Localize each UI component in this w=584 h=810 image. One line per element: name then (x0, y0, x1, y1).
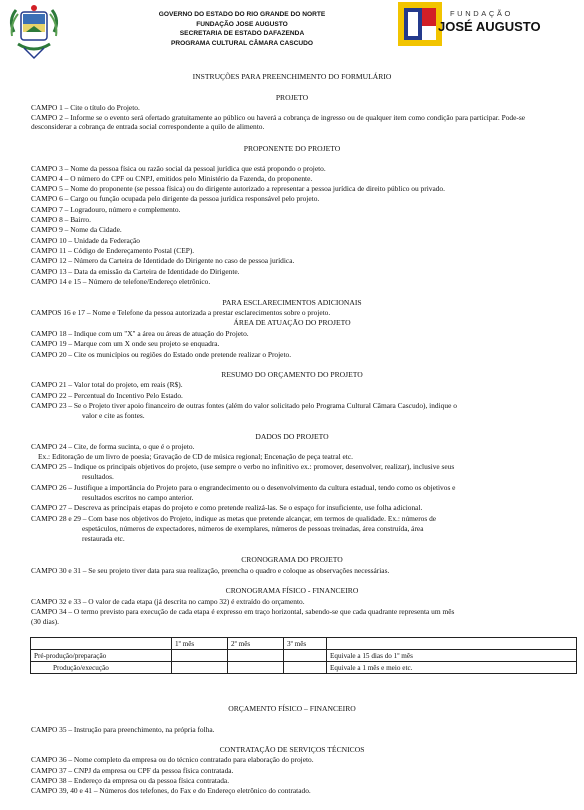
campo-1: CAMPO 1 – Cite o título do Projeto. (31, 103, 140, 112)
header-line-program: PROGRAMA CULTURAL CÂMARA CASCUDO (170, 39, 314, 47)
campo-25-cont: resultados. (82, 472, 114, 481)
campo-37: CAMPO 37 – CNPJ da empresa ou CPF da pessoa física contratada. (31, 766, 234, 775)
table-row (31, 662, 577, 674)
section-heading-cronograma-fisico: CRONOGRAMA FÍSICO - FINANCEIRO (225, 586, 359, 595)
table-header-cell (327, 638, 577, 650)
schedule-table (30, 637, 576, 675)
campo-4: CAMPO 4 – O número do CPF ou CNPJ, emitidos pelo Ministério da Fazenda, do proponente. (31, 174, 313, 183)
header-line-secretariat: SECRETARIA DE ESTADO DAFAZENDA (179, 30, 305, 38)
campo-5: CAMPO 5 – Nome do proponente (se pessoa física) ou do dirigente autorizado a representar a pessoa jurídica de direito público ou privado. (31, 184, 445, 193)
campo-21: CAMPO 21 – Valor total do projeto, em reais (R$). (31, 380, 183, 389)
section-heading-cronograma: CRONOGRAMA DO PROJETO (241, 555, 343, 564)
table-header-cell: 3º mês (284, 638, 327, 650)
campo-25: CAMPO 25 – Indique os principais objetivos do projeto, (use sempre o verbo no infinitivo ex.: promover, desenvolver, realizar), inclusive seus (31, 462, 455, 471)
campo-24-example: Ex.: Editoração de um livro de poesia; Gravação de CD de música regional; Encenação de peça teatral etc. (38, 452, 353, 461)
campo-18: CAMPO 18 – Indique com um "X" a área ou áreas de atuação do Projeto. (31, 329, 249, 338)
section-heading-proponente: PROPONENTE DO PROJETO (243, 144, 341, 153)
section-heading-esclarecimentos: PARA ESCLARECIMENTOS ADICIONAIS (222, 298, 362, 307)
table-cell: Equivale a 1 mês e meio etc. (327, 662, 577, 674)
campo-28-29-cont: espetáculos, números de expectadores, números de exemplares, números de pessoas treinadas, área construída, área (82, 524, 424, 533)
table-cell: Pré-produção/preparação (31, 650, 172, 662)
campo-23: CAMPO 23 – Se o Projeto tiver apoio financeiro de outras fontes (além do valor solicitado pelo Programa Cultural Câmara Cascudo), indique o (31, 401, 457, 410)
table-cell (228, 662, 284, 674)
campo-12: CAMPO 12 – Número da Carteira de Identidade do Dirigente no caso de pessoa jurídica. (31, 256, 295, 265)
campo-14-15: CAMPO 14 e 15 – Número de telefone/Endereço eletrônico. (31, 277, 211, 286)
header-line-foundation: FUNDAÇÃO JOSE AUGUSTO (196, 20, 288, 28)
campo-23-cont: valor e cite as fontes. (82, 411, 145, 420)
campo-10: CAMPO 10 – Unidade da Federação (31, 236, 140, 245)
fundacao-jose-augusto-logo-icon (398, 2, 442, 46)
campo-32-33: CAMPO 32 e 33 – O valor de cada etapa (já descrita no campo 32) é extraído do orçamento. (31, 597, 305, 606)
brand-fundacao-text: FUNDAÇÃO (450, 9, 513, 18)
brand-jose-augusto-text: JOSÉ AUGUSTO (438, 19, 541, 34)
section-heading-dados: DADOS DO PROJETO (255, 432, 329, 441)
campo-16-17: CAMPOS 16 e 17 – Nome e Telefone da pessoa autorizada a prestar esclarecimentos sobre o projeto. (31, 308, 331, 317)
table-cell (228, 650, 284, 662)
table-cell (284, 662, 327, 674)
campo-28-29-cont2: restaurada etc. (82, 534, 125, 543)
campo-11: CAMPO 11 – Código de Endereçamento Postal (CEP). (31, 246, 195, 255)
campo-26-cont: resultados escritos no campo anterior. (82, 493, 194, 502)
campo-9: CAMPO 9 – Nome da Cidade. (31, 225, 122, 234)
campo-3: CAMPO 3 – Nome da pessoa física ou razão social da pessoal jurídica que está propondo o projeto. (31, 164, 326, 173)
section-heading-orcamento: RESUMO DO ORÇAMENTO DO PROJETO (221, 370, 363, 379)
table-cell: Equivale a 15 dias do 1º mês (327, 650, 577, 662)
campo-13: CAMPO 13 – Data da emissão da Carteira de Identidade do Dirigente. (31, 267, 240, 276)
campo-34: CAMPO 34 – O termo previsto para execução de cada etapa é expresso em traço horizontal, sabendo-se que cada quadrante representa um mês (31, 607, 455, 616)
government-header (118, 10, 366, 48)
header-line-state: GOVERNO DO ESTADO DO RIO GRANDE DO NORTE (158, 11, 326, 18)
table-header-cell: 1º mês (172, 638, 228, 650)
campo-24: CAMPO 24 – Cite, de forma sucinta, o que é o projeto. (31, 442, 195, 451)
campo-35: CAMPO 35 – Instrução para preenchimento, na própria folha. (31, 725, 215, 734)
campo-19: CAMPO 19 – Marque com um X onde seu projeto se enquadra. (31, 339, 220, 348)
campo-2: CAMPO 2 – Informe se o evento será ofertado gratuitamente ao público ou haverá a cobrança de ingresso ou de qualquer item como condição para participar. Pode-se desconsiderar a cobrança de entrada social correspondente a quilo de alimento. (31, 113, 525, 131)
section-heading-contratacao: CONTRATAÇÃO DE SERVIÇOS TÉCNICOS (219, 745, 365, 754)
state-coat-of-arms-icon (6, 2, 62, 62)
table-cell (172, 662, 228, 674)
section-heading-orcamento-fisico: ORÇAMENTO FÍSICO – FINANCEIRO (228, 704, 356, 713)
section-heading-projeto: PROJETO (275, 93, 309, 102)
campo-22: CAMPO 22 – Percentual do Incentivo Pelo Estado. (31, 391, 183, 400)
table-cell: Produção/execução (31, 662, 172, 674)
campo-30-31: CAMPO 30 e 31 – Se seu projeto tiver data para sua realização, preencha o quadro e coloque as observações necessárias. (31, 566, 390, 575)
campo-26: CAMPO 26 – Justifique a importância do Projeto para o engrandecimento ou o desenvolvimento da cultura estadual, tendo como os objetivos e (31, 483, 456, 492)
campo-6: CAMPO 6 – Cargo ou função ocupada pelo dirigente da pessoa jurídica responsável pelo projeto. (31, 194, 320, 203)
campo-27: CAMPO 27 – Descreva as principais etapas do projeto e como pretende realizá-las. Se o espaço for insuficiente, use folha adicional. (31, 503, 423, 512)
campo-20: CAMPO 20 – Cite os municípios ou regiões do Estado onde pretende realizar o Projeto. (31, 350, 292, 359)
main-title: INSTRUÇÕES PARA PREENCHIMENTO DO FORMULÁRIO (192, 72, 392, 81)
campo-38: CAMPO 38 – Endereço da empresa ou da pessoa física contratada. (31, 776, 230, 785)
campo-28-29: CAMPO 28 e 29 – Com base nos objetivos do Projeto, indique as metas que pretende alcançar, em termos de qualidade. Ex.: números de (31, 514, 437, 523)
campo-8: CAMPO 8 – Bairro. (31, 215, 91, 224)
table-cell (284, 650, 327, 662)
table-header-cell: 2º mês (228, 638, 284, 650)
campo-7: CAMPO 7 – Logradouro, número e complemento. (31, 205, 181, 214)
campo-39-41: CAMPO 39, 40 e 41 – Números dos telefones, do Fax e do Endereço eletrônico do contratado. (31, 786, 311, 795)
section-heading-area: ÁREA DE ATUAÇÃO DO PROJETO (233, 318, 351, 327)
table-cell (172, 650, 228, 662)
table-header-cell (31, 638, 172, 650)
table-row (31, 650, 577, 662)
campo-36: CAMPO 36 – Nome completo da empresa ou do técnico contratado para elaboração do projeto. (31, 755, 314, 764)
table-header-row (31, 638, 577, 650)
campo-34-cont: (30 dias). (31, 617, 59, 626)
